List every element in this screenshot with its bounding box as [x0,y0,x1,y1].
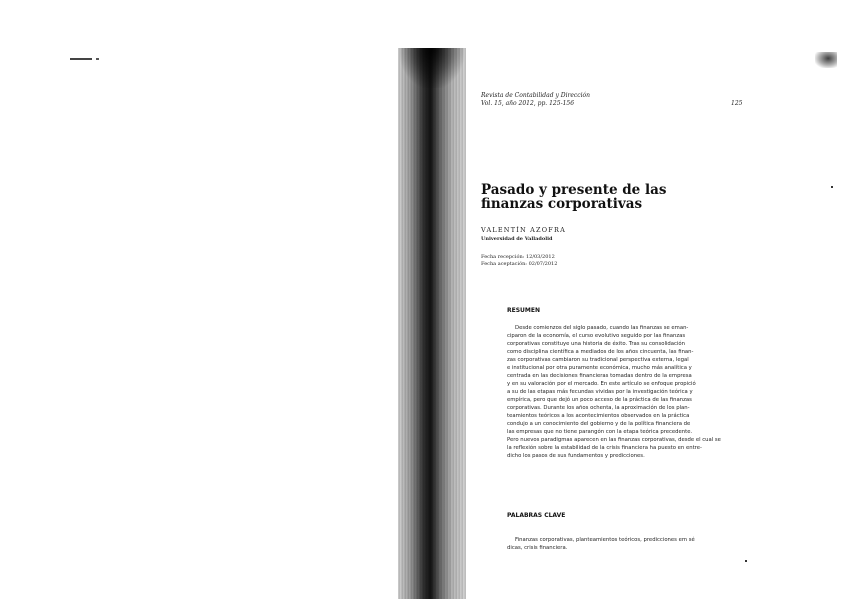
abstract-line: condujo a un conocimiento del gobierno y de la política financiera de [507,421,691,427]
journal-name: Revista de Contabilidad y Dirección [481,92,591,99]
article-author: VALENTÍN AZOFRA [481,226,566,234]
keywords-line: Finanzas corporativas, planteamientos teóricos, predicciones em sé [515,537,695,543]
scan-speck [831,186,833,188]
abstract-line: la reflexión sobre la estabilidad de la crisis financiera ha puesto en entre- [507,445,702,451]
date-accepted: Fecha aceptación: 02/07/2012 [481,261,558,267]
abstract-line: empírica, pero que dejó un poco acceso de la práctica de las finanzas [507,397,692,403]
scan-mark-right [815,52,837,68]
abstract-line: teamientos teóricos a los acontecimientos observados en la práctica [507,413,690,419]
keywords-heading: PALABRAS CLAVE [507,512,566,519]
article-dates [481,254,557,268]
journal-header [481,92,590,108]
abstract-line: a su de las etapas más fecundas vividas por la investigación teórica y [507,389,693,395]
keywords-line: dicas, crisis financiera. [507,545,568,551]
abstract-body [507,324,753,460]
scan-mark-left [70,58,92,60]
abstract-line: zas corporativas cambiaron su tradicional perspectiva externa, legal [507,357,689,363]
page-number: 125 [731,100,743,107]
abstract-line: las empresas que no tiene parangón con la etapa teórica precedente. [507,429,693,435]
date-received: Fecha recepción: 12/03/2012 [481,254,555,260]
abstract-line: centrada en las decisiones financieras tomadas dentro de la empresa [507,373,692,379]
scan-speck [745,560,747,562]
abstract-line: dicho los pasos de sus fundamentos y predicciones. [507,453,645,459]
abstract-line: corporativas constituye una historia de éxito. Tras su consolidación [507,341,686,347]
abstract-line: como disciplina científica a mediados de los años cincuenta, las finan- [507,349,694,355]
gutter-top-shadow [400,48,464,88]
abstract-line: e institucional por otra puramente económica, mucho más analítica y [507,365,692,371]
article-title: Pasado y presente de las finanzas corporativas [481,182,667,212]
keywords-body [507,536,753,552]
scan-mark-left-dot [96,58,99,60]
abstract-line: corporativas. Durante los años ochenta, la aproximación de los plan- [507,405,690,411]
abstract-line: y en su valoración por el mercado. En este artículo se enfoque propició [507,381,696,387]
abstract-line: Desde comienzos del siglo pasado, cuando las finanzas se eman- [515,325,689,331]
abstract-heading: RESUMEN [507,307,541,314]
abstract-line: ciparon de la economía, el curso evolutivo seguido por las finanzas [507,333,686,339]
book-gutter-shadow [398,48,466,599]
author-affiliation: Universidad de Valladolid [481,236,553,242]
abstract-line: Pero nuevos paradigmas aparecen en las finanzas corporativas, desde el cual se [507,437,721,443]
journal-volume: Vol. 15, año 2012, pp. 125-156 [481,100,575,107]
